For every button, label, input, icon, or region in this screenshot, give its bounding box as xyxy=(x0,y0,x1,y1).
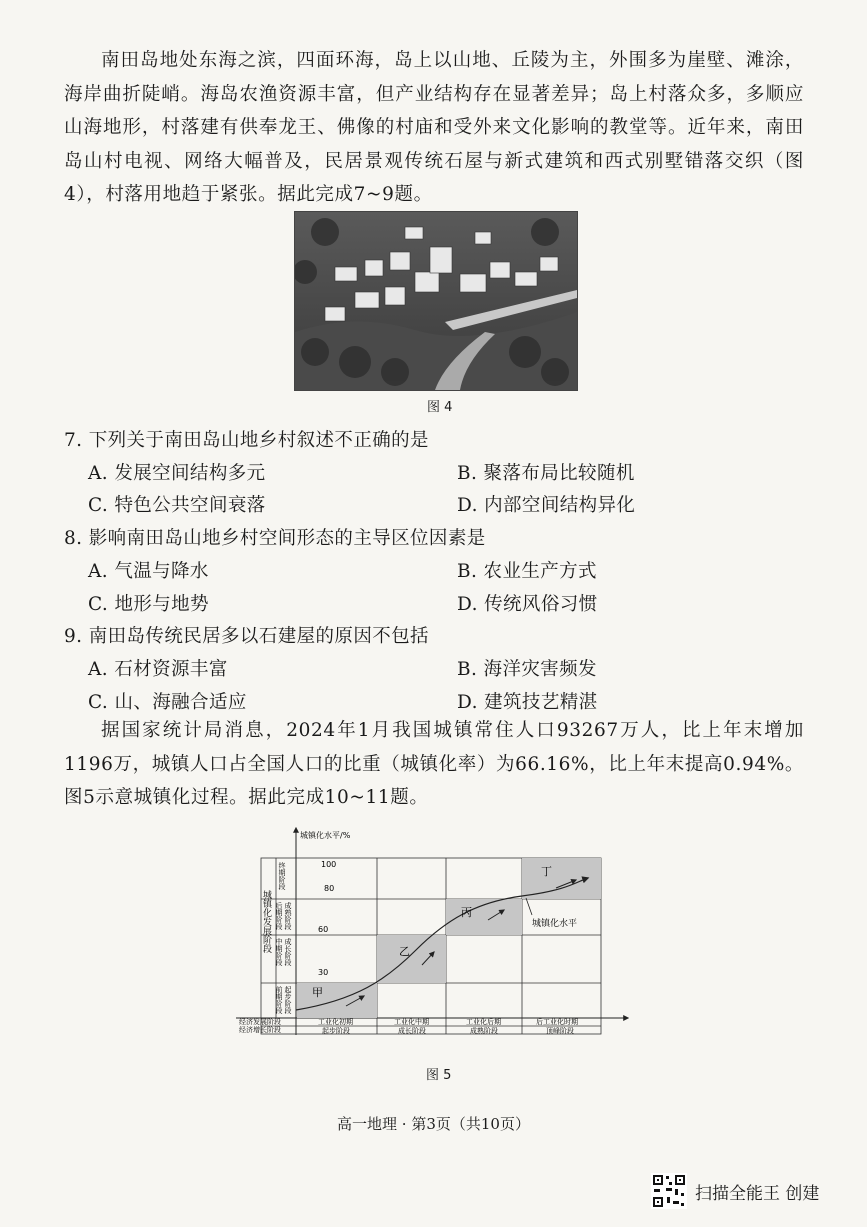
tick-60: 60 xyxy=(318,925,329,934)
growth-stage-3: 成熟阶段 xyxy=(470,1027,498,1035)
y-axis-title: 城镇化水平/% xyxy=(300,831,351,840)
q7-option-a: A. 发展空间结构多元 xyxy=(88,463,266,484)
passage-intro-islands: 南田岛地处东海之滨，四面环海，岛上以山地、丘陵为主，外围多为崖壁、滩涂，海岸曲折陡峭。海岛农渔资源丰富，但产业结构存在显著差异；岛上村落众多，多顺应山海地形，村落建有供奉龙王、佛像的村庙和受外来文化影响的教堂等。近年来，南田岛山村电视、网络大幅普及，民居景观传统石屋与新式建筑和西式别墅错落交织（图4），村落用地趋于紧张。据此完成7~9题。 xyxy=(64,50,804,205)
figure-5-caption: 图 5 xyxy=(426,1068,452,1083)
label-jia: 甲 xyxy=(312,986,323,999)
question-7: 7. 下列关于南田岛山地乡村叙述不正确的是 xyxy=(64,430,429,451)
growth-stage-2: 成长阶段 xyxy=(398,1027,426,1035)
q9-option-a: A. 石材资源丰富 xyxy=(88,659,228,680)
stage-start: 起步阶段 xyxy=(284,986,292,1014)
passage-intro-urbanization: 据国家统计局消息，2024年1月我国城镇常住人口93267万人，比上年末增加1196万，城镇人口占全国人口的比重（城镇化率）为66.16%，比上年末提高0.94%。图5示意城镇化过程。据此完成10~11题。 xyxy=(64,720,804,808)
econ-stage-3: 工业化后期 xyxy=(466,1018,501,1026)
stage-final: 终期阶段 xyxy=(278,862,286,890)
q8-option-d: D. 传统风俗习惯 xyxy=(457,594,598,615)
box-ding xyxy=(522,858,601,899)
row-econ-growth: 经济增长阶段 xyxy=(239,1026,281,1034)
econ-stage-2: 工业化中期 xyxy=(394,1018,429,1026)
stage-late: 后期阶段 xyxy=(275,902,283,930)
label-yi: 乙 xyxy=(399,945,410,958)
growth-stage-1: 起步阶段 xyxy=(322,1027,350,1035)
box-yi xyxy=(377,935,446,983)
question-8: 8. 影响南田岛山地乡村空间形态的主导区位因素是 xyxy=(64,528,486,549)
q7-option-c: C. 特色公共空间衰落 xyxy=(88,495,266,516)
q8-option-a: A. 气温与降水 xyxy=(88,561,209,582)
q9-option-d: D. 建筑技艺精湛 xyxy=(457,692,598,713)
urbanization-diagram xyxy=(236,820,636,1052)
tick-80: 80 xyxy=(324,884,335,893)
q7-option-b: B. 聚落布局比较随机 xyxy=(457,463,635,484)
page-footer: 高一地理 · 第3页（共10页） xyxy=(337,1115,530,1133)
growth-stage-4: 顶峰阶段 xyxy=(546,1027,574,1035)
qr-code-icon xyxy=(651,1173,687,1209)
stage-early: 前期阶段 xyxy=(275,986,283,1014)
econ-stage-1: 工业化初期 xyxy=(318,1018,353,1026)
label-ding: 丁 xyxy=(541,865,552,878)
label-bing: 丙 xyxy=(461,906,472,919)
tick-100: 100 xyxy=(321,860,337,869)
scanner-watermark-text: 扫描全能王 创建 xyxy=(695,1183,820,1204)
scanner-watermark xyxy=(651,1173,819,1209)
row-econ-dev: 经济发展阶段 xyxy=(239,1018,281,1026)
stage-growth: 成长阶段 xyxy=(284,938,292,966)
q9-option-c: C. 山、海融合适应 xyxy=(88,692,247,713)
figure-4-caption: 图 4 xyxy=(427,400,453,415)
stage-middle: 中期阶段 xyxy=(275,938,283,966)
q9-option-b: B. 海洋灾害频发 xyxy=(457,659,597,680)
tick-30: 30 xyxy=(318,968,329,977)
econ-stage-4: 后工业化时期 xyxy=(536,1018,578,1026)
stage-mature: 成熟阶段 xyxy=(284,902,292,930)
side-label: 城镇化发展阶段 xyxy=(261,890,271,953)
question-9: 9. 南田岛传统民居多以石建屋的原因不包括 xyxy=(64,626,429,647)
q8-option-b: B. 农业生产方式 xyxy=(457,561,597,582)
village-photo xyxy=(294,211,578,391)
q7-option-d: D. 内部空间结构异化 xyxy=(457,495,636,516)
q8-option-c: C. 地形与地势 xyxy=(88,594,209,615)
curve-label: 城镇化水平 xyxy=(532,919,578,929)
